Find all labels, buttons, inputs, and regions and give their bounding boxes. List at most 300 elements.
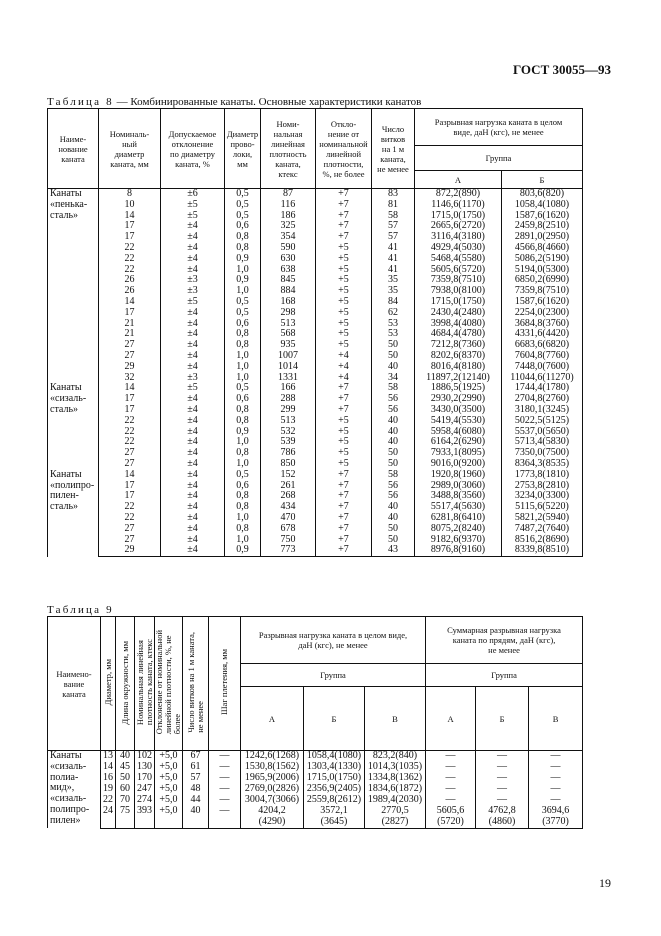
table-cell: 17 (99, 221, 161, 232)
table-cell: 57 (372, 232, 415, 243)
table-cell: ±4 (161, 524, 225, 535)
table-cell: — (209, 806, 241, 828)
rope-type-name: Канаты «полипро- пилен- сталь» (48, 470, 99, 557)
table-cell: 22 (99, 265, 161, 276)
table8-label: Таблица 8 (47, 96, 114, 108)
table-cell: 3234,0(3300) (502, 491, 583, 502)
table-cell: 0,8 (225, 405, 261, 416)
table-cell: — (209, 784, 241, 795)
table-cell: 9016,0(9200) (415, 459, 502, 470)
table-cell: +7 (316, 394, 372, 405)
table-cell: ±5 (161, 297, 225, 308)
table-cell: 0,8 (225, 340, 261, 351)
table-cell: ±4 (161, 535, 225, 546)
table-cell: ±4 (161, 470, 225, 481)
table-cell: 58 (372, 211, 415, 222)
table-cell: 3430,0(3500) (415, 405, 502, 416)
table-cell: 5086,2(5190) (502, 254, 583, 265)
table-cell: 60 (116, 784, 135, 795)
table-cell: ±4 (161, 254, 225, 265)
table-cell: 5468,4(5580) (415, 254, 502, 265)
table-cell: 8016,4(8180) (415, 362, 502, 373)
table-cell: 1014,3(1035) (365, 762, 426, 773)
table-cell: 62 (372, 308, 415, 319)
table-cell: 1,0 (225, 362, 261, 373)
table9-label: Таблица 9 (47, 604, 114, 616)
table-cell: +5 (316, 329, 372, 340)
table-cell: 26 (99, 286, 161, 297)
table-cell: 2930,2(2990) (415, 394, 502, 405)
table-cell: 0,5 (225, 297, 261, 308)
table-cell: — (209, 751, 241, 763)
table-cell: 7933,1(8095) (415, 448, 502, 459)
table-cell: 50 (116, 773, 135, 784)
table-cell: — (476, 784, 529, 795)
table-cell: +5,0 (155, 751, 183, 763)
table-cell: 50 (372, 340, 415, 351)
table-cell: 568 (261, 329, 316, 340)
table-cell: 21 (99, 319, 161, 330)
table-cell: — (529, 751, 583, 763)
table-cell: 638 (261, 265, 316, 276)
table-cell: 29 (99, 362, 161, 373)
table-cell: 773 (261, 545, 316, 556)
table-cell: ±4 (161, 221, 225, 232)
table-cell: ±4 (161, 319, 225, 330)
table-cell: 1530,8(1562) (241, 762, 304, 773)
table8-title: — Комбинированные канаты. Основные характеристики канатов (113, 96, 422, 108)
table-cell: +7 (316, 491, 372, 502)
table-cell: 1920,8(1960) (415, 470, 502, 481)
table-cell: 1007 (261, 351, 316, 362)
table-cell: 5022,5(5125) (502, 416, 583, 427)
table-cell: 8075,2(8240) (415, 524, 502, 535)
table-cell: ±4 (161, 308, 225, 319)
table-cell: ±4 (161, 351, 225, 362)
table-cell: +4 (316, 362, 372, 373)
table-cell: 470 (261, 513, 316, 524)
table-cell: 1886,5(1925) (415, 383, 502, 394)
table-cell: 1058,4(1080) (502, 200, 583, 211)
table-cell: 56 (372, 405, 415, 416)
table-cell: 5115,6(5220) (502, 502, 583, 513)
table-cell: +7 (316, 200, 372, 211)
table-cell: 630 (261, 254, 316, 265)
table-cell: 35 (372, 286, 415, 297)
t8-header-group-b: Б (502, 171, 583, 189)
table-cell: 50 (372, 448, 415, 459)
table-cell: 0,8 (225, 232, 261, 243)
table-cell: 1,0 (225, 373, 261, 384)
table-cell: +7 (316, 232, 372, 243)
table-cell: 299 (261, 405, 316, 416)
table-cell: ±3 (161, 275, 225, 286)
table-cell: 6850,2(6990) (502, 275, 583, 286)
table-cell: 0,5 (225, 383, 261, 394)
t9-header-turns: Число витков на 1 м каната, не менее (183, 617, 209, 751)
table-cell: 935 (261, 340, 316, 351)
table-cell: +5 (316, 437, 372, 448)
table-cell: 8976,8(9160) (415, 545, 502, 556)
table-cell: 40 (372, 362, 415, 373)
table-cell: 872,2(890) (415, 189, 502, 200)
table-row (48, 806, 583, 828)
table-cell: +5 (316, 265, 372, 276)
table-cell: 170 (135, 773, 155, 784)
table-cell: 40 (372, 427, 415, 438)
table-cell: 41 (372, 243, 415, 254)
table-cell: ±4 (161, 513, 225, 524)
table-cell: 1715,0(1750) (304, 773, 365, 784)
table-cell: +5,0 (155, 795, 183, 806)
table-cell: 102 (135, 751, 155, 763)
t8-header-group-a: А (415, 171, 502, 189)
table-cell: +5,0 (155, 762, 183, 773)
table-cell: +7 (316, 545, 372, 556)
table-cell: 2989,0(3060) (415, 481, 502, 492)
table-cell: 2665,6(2720) (415, 221, 502, 232)
table-cell: — (476, 773, 529, 784)
table-cell: 1715,0(1750) (415, 297, 502, 308)
table-cell: 75 (116, 806, 135, 828)
table-cell: 513 (261, 319, 316, 330)
document-header: ГОСТ 30055—93 (512, 62, 611, 77)
table-cell: +5,0 (155, 773, 183, 784)
t9-header-group: Группа (241, 664, 426, 687)
table-cell: 17 (99, 394, 161, 405)
table-cell: 2891,0(2950) (502, 232, 583, 243)
table-cell: ±5 (161, 211, 225, 222)
table-cell: 5194,0(5300) (502, 265, 583, 276)
t9-header-group-b-2: Б (476, 687, 529, 751)
t9-header-group-2: Группа (426, 664, 583, 687)
table-cell: +7 (316, 524, 372, 535)
t8-header-density-deviation: Откло- нение от номинальной линейной плотности, %, не более (316, 109, 372, 189)
table-cell: +5 (316, 275, 372, 286)
table-cell: 53 (372, 329, 415, 340)
table-cell: ±4 (161, 427, 225, 438)
table-cell: 274 (135, 795, 155, 806)
table-cell: 45 (116, 762, 135, 773)
table-cell: 3684,8(3760) (502, 319, 583, 330)
table-cell: 1,0 (225, 535, 261, 546)
table-cell: 8364,3(8535) (502, 459, 583, 470)
table-cell: ±4 (161, 502, 225, 513)
table-cell: 0,5 (225, 200, 261, 211)
table-cell: +4 (316, 373, 372, 384)
table-cell: 17 (99, 405, 161, 416)
t9-header-group-v: В (365, 687, 426, 751)
t8-header-tolerance: Допускаемое отклонение по диаметру каната, % (161, 109, 225, 189)
table-cell: ±3 (161, 373, 225, 384)
table-cell: 0,9 (225, 275, 261, 286)
rope-type-name: Канаты «сизаль- полиа- мид», «сизаль- полипро- пилен» (48, 751, 101, 829)
table-cell: 14 (99, 211, 161, 222)
table-cell: 58 (372, 383, 415, 394)
table-cell: ±4 (161, 416, 225, 427)
table-cell: +5 (316, 459, 372, 470)
table-cell: 4566,8(4660) (502, 243, 583, 254)
table-cell: 70 (116, 795, 135, 806)
table-cell: 0,8 (225, 524, 261, 535)
table-cell: 4762,8 (4860) (476, 806, 529, 828)
table-cell: 513 (261, 416, 316, 427)
table-cell: ±4 (161, 329, 225, 340)
table-cell: 1,0 (225, 265, 261, 276)
table-cell: 40 (372, 502, 415, 513)
table-cell: 27 (99, 535, 161, 546)
table-cell: 22 (99, 254, 161, 265)
table-cell: 7487,2(7640) (502, 524, 583, 535)
table-row (48, 524, 583, 535)
table-cell: 0,9 (225, 254, 261, 265)
table-cell: 14 (101, 762, 116, 773)
table-cell: 35 (372, 275, 415, 286)
table-cell: 354 (261, 232, 316, 243)
table-cell: 22 (101, 795, 116, 806)
table-cell: 7350,0(7500) (502, 448, 583, 459)
table-cell: — (529, 762, 583, 773)
t9-header-lay-length: Шаг плетения, мм (209, 617, 241, 751)
table-cell: 41 (372, 265, 415, 276)
table-cell: 850 (261, 459, 316, 470)
table-cell: 81 (372, 200, 415, 211)
table-cell: ±4 (161, 481, 225, 492)
table-cell: 50 (372, 351, 415, 362)
table-cell: 823,2(840) (365, 751, 426, 763)
table-cell: 58 (372, 470, 415, 481)
table-cell: 7448,0(7600) (502, 362, 583, 373)
table-cell: 16 (101, 773, 116, 784)
table-cell: +7 (316, 513, 372, 524)
table-cell: 1744,4(1780) (502, 383, 583, 394)
table-cell: — (529, 795, 583, 806)
table-cell: 22 (99, 416, 161, 427)
rope-type-name: Канаты «сизаль- сталь» (48, 383, 99, 469)
table-cell: 26 (99, 275, 161, 286)
table-cell: 27 (99, 340, 161, 351)
table-cell: 166 (261, 383, 316, 394)
table8 (47, 108, 583, 557)
t9-header-group-b: Б (304, 687, 365, 751)
table-cell: 8516,2(8690) (502, 535, 583, 546)
t8-header-breaking-load: Разрывная нагрузка каната в целом виде, даН (кгс), не менее (415, 109, 583, 146)
table-cell: 27 (99, 351, 161, 362)
table-cell: 57 (372, 221, 415, 232)
table-cell: 7359,8(7510) (415, 275, 502, 286)
table-cell: ±5 (161, 200, 225, 211)
table-cell: +5 (316, 286, 372, 297)
table-cell: 130 (135, 762, 155, 773)
table-cell: 4929,4(5030) (415, 243, 502, 254)
table-row (48, 416, 583, 427)
t8-header-name: Наиме- нование каната (48, 109, 99, 189)
table-row (48, 545, 583, 556)
table-cell: — (426, 795, 476, 806)
t9-header-deviation: Отклонение от номинальной линейной плотности, %, не более (155, 617, 183, 751)
table-cell: 14 (99, 297, 161, 308)
table-cell: 27 (99, 524, 161, 535)
table-cell: +4 (316, 351, 372, 362)
t9-header-group-a-2: А (426, 687, 476, 751)
table-cell: 32 (99, 373, 161, 384)
table-cell: +7 (316, 502, 372, 513)
table-cell: 3004,7(3066) (241, 795, 304, 806)
table-cell: 0,8 (225, 448, 261, 459)
table-cell: 1,0 (225, 513, 261, 524)
table-cell: 1334,8(1362) (365, 773, 426, 784)
table-cell: 3572,1 (3645) (304, 806, 365, 828)
table-cell: 2254,0(2300) (502, 308, 583, 319)
table-cell: 4204,2 (4290) (241, 806, 304, 828)
table-cell: 2559,8(2612) (304, 795, 365, 806)
table-cell: +5 (316, 254, 372, 265)
table-row (48, 470, 583, 481)
table-cell: 6683,6(6820) (502, 340, 583, 351)
table-cell: 8339,8(8510) (502, 545, 583, 556)
table-cell: +7 (316, 211, 372, 222)
table-row (48, 362, 583, 373)
table-cell: 247 (135, 784, 155, 795)
table-cell: 1,0 (225, 351, 261, 362)
table-cell: 56 (372, 491, 415, 502)
table-cell: 2459,8(2510) (502, 221, 583, 232)
table-cell: 0,5 (225, 470, 261, 481)
t9-header-group-v-2: В (529, 687, 583, 751)
table8-body (48, 189, 583, 557)
table-cell: 0,8 (225, 502, 261, 513)
table-cell: 0,6 (225, 221, 261, 232)
table-cell: +5 (316, 319, 372, 330)
table-row (48, 200, 583, 211)
table-cell: ±5 (161, 383, 225, 394)
table-cell: 19 (101, 784, 116, 795)
table-cell: 17 (99, 232, 161, 243)
table-cell: 40 (116, 751, 135, 763)
table-cell: 1587,6(1620) (502, 297, 583, 308)
table-cell: 3488,8(3560) (415, 491, 502, 502)
table-cell: +5 (316, 297, 372, 308)
table-cell: 0,8 (225, 491, 261, 502)
table-cell: 27 (99, 448, 161, 459)
table-cell: 186 (261, 211, 316, 222)
table-cell: 29 (99, 545, 161, 556)
table-cell: 1242,6(1268) (241, 751, 304, 763)
table-cell: +5 (316, 416, 372, 427)
table-cell: 2769,0(2826) (241, 784, 304, 795)
table-cell: 17 (99, 491, 161, 502)
table-cell: 5537,0(5650) (502, 427, 583, 438)
table-cell: +5 (316, 427, 372, 438)
table-cell: 14 (99, 470, 161, 481)
table-cell: 1331 (261, 373, 316, 384)
table-cell: +5 (316, 308, 372, 319)
table-cell: 87 (261, 189, 316, 200)
rope-type-name: Канаты «пенька- сталь» (48, 189, 99, 384)
table-cell: 3180,1(3245) (502, 405, 583, 416)
table-cell: 44 (183, 795, 209, 806)
table-cell: +7 (316, 189, 372, 200)
table-cell: 5419,4(5530) (415, 416, 502, 427)
table-cell: 6281,8(6410) (415, 513, 502, 524)
table-cell: 2356,9(2405) (304, 784, 365, 795)
table-cell: — (426, 784, 476, 795)
t9-header-linear-density: Номинальная линейная плотность каната, ктекс (135, 617, 155, 751)
table-cell: 5605,6(5720) (415, 265, 502, 276)
table-cell: — (476, 762, 529, 773)
table-cell: ±4 (161, 491, 225, 502)
table-cell: 34 (372, 373, 415, 384)
t8-header-turns: Число витков на 1 м каната, не менее (372, 109, 415, 189)
table-cell: 434 (261, 502, 316, 513)
table-cell: 0,9 (225, 427, 261, 438)
table-cell: +7 (316, 470, 372, 481)
table-cell: 1,0 (225, 437, 261, 448)
table-cell: 14 (99, 383, 161, 394)
table-cell: ±4 (161, 362, 225, 373)
table-cell: — (476, 795, 529, 806)
table-cell: 22 (99, 513, 161, 524)
table-cell: 1773,8(1810) (502, 470, 583, 481)
table-cell: 0,9 (225, 545, 261, 556)
table-cell: +7 (316, 535, 372, 546)
table-cell: +5 (316, 243, 372, 254)
table-cell: 5517,4(5630) (415, 502, 502, 513)
table-cell: 393 (135, 806, 155, 828)
table-cell: +5 (316, 340, 372, 351)
table-cell: — (426, 762, 476, 773)
table-cell: ±4 (161, 232, 225, 243)
table-cell: — (209, 773, 241, 784)
table-cell: 0,5 (225, 189, 261, 200)
table-cell: 3694,6 (3770) (529, 806, 583, 828)
table-cell: 48 (183, 784, 209, 795)
table-cell: 0,5 (225, 211, 261, 222)
table-cell: ±3 (161, 286, 225, 297)
table-cell: ±4 (161, 265, 225, 276)
table-cell: 1989,4(2030) (365, 795, 426, 806)
table-cell: 5605,6 (5720) (426, 806, 476, 828)
table-cell: 27 (99, 459, 161, 470)
table-cell: 678 (261, 524, 316, 535)
table-cell: ±4 (161, 340, 225, 351)
table-cell: ±4 (161, 545, 225, 556)
table-cell: 5821,2(5940) (502, 513, 583, 524)
table-cell: 803,6(820) (502, 189, 583, 200)
table-cell: 2770,5 (2827) (365, 806, 426, 828)
table-cell: 884 (261, 286, 316, 297)
table-cell: 50 (372, 524, 415, 535)
table-cell: 5958,4(6080) (415, 427, 502, 438)
table-cell: 17 (99, 308, 161, 319)
table-cell: 0,6 (225, 481, 261, 492)
table-cell: ±4 (161, 448, 225, 459)
table-cell: 325 (261, 221, 316, 232)
t9-header-sum-breaking-load: Суммарная разрывная нагрузка каната по прядям, даН (кгс), не менее (426, 617, 583, 664)
table-cell: 10 (99, 200, 161, 211)
table-row (48, 254, 583, 265)
table-cell: 1014 (261, 362, 316, 373)
table-cell: 0,5 (225, 308, 261, 319)
table-cell: 786 (261, 448, 316, 459)
table-cell: 261 (261, 481, 316, 492)
table-cell: 8202,6(8370) (415, 351, 502, 362)
table-cell: 116 (261, 200, 316, 211)
table-cell: 0,6 (225, 319, 261, 330)
table-cell: 152 (261, 470, 316, 481)
table-cell: 1715,0(1750) (415, 211, 502, 222)
t8-header-wire-diameter: Диаметр прово- локи, мм (225, 109, 261, 189)
